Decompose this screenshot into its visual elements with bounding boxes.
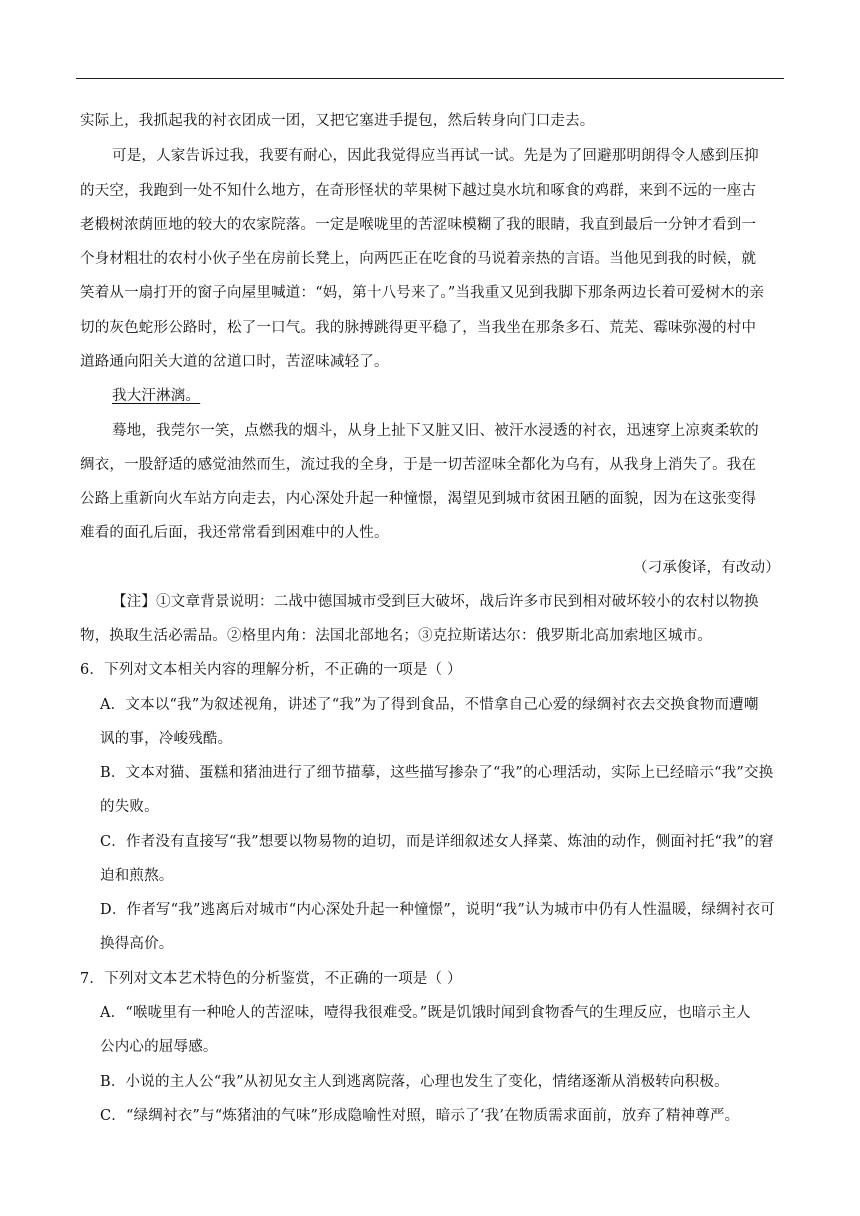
passage-line: 道路通向阳关大道的岔道口时，苦涩味减轻了。	[80, 354, 389, 370]
header-rule	[76, 78, 784, 79]
option-a-cont: 讽的事，冷峻残酷。	[100, 731, 233, 747]
option-b: B．小说的主人公“我”从初见女主人到逃离院落，心理也发生了变化，情绪逐渐从消极转向积极。	[100, 1074, 729, 1090]
option-a: A．文本以“我”为叙述视角，讲述了“我”为了得到食品，不惜拿自己心爱的绿绸衬衣去交换食物而遭嘲	[100, 697, 759, 713]
passage-line: 笑着从一扇打开的窗子向屋里喊道：“妈，第十八号来了。”当我重又见到我脚下那条两边长着可爱树木的亲	[80, 285, 765, 301]
option-b-cont: 的失败。	[100, 799, 159, 815]
passage-line: 可是，人家告诉过我，我要有耐心，因此我觉得应当再试一试。先是为了回避那明朗得令人感到压抑	[112, 148, 759, 164]
option-c-cont: 迫和煎熬。	[100, 868, 174, 884]
passage-line: 公路上重新向火车站方向走去，内心深处升起一种憧憬，渴望见到城市贫困丑陋的面貌，因为在这张变得	[80, 491, 757, 507]
passage-line: 实际上，我抓起我的衬衣团成一团，又把它塞进手提包，然后转身向门口走去。	[80, 113, 595, 129]
question-stem: 6．下列对文本相关内容的理解分析，不正确的一项是（ ）	[80, 662, 462, 678]
passage-line: 老椴树浓荫匝地的较大的农家院落。一定是喉咙里的苦涩味模糊了我的眼睛，我直到最后一分钟才看到一	[80, 217, 757, 233]
passage-line: 蓦地，我莞尔一笑，点燃我的烟斗，从身上扯下又脏又旧、被汗水浸透的衬衣，迅速穿上凉爽柔软的	[112, 423, 759, 439]
passage-line: 切的灰色蛇形公路时，松了一口气。我的脉搏跳得更平稳了，当我坐在那条多石、荒芜、霉味弥漫的村中	[80, 320, 757, 336]
option-b: B．文本对猫、蛋糕和猪油进行了细节描摹，这些描写掺杂了“我”的心理活动，实际上已经暗示“我”交换	[100, 765, 774, 781]
option-d-cont: 换得高价。	[100, 936, 174, 952]
option-c: C．“绿绸衬衣”与“炼猪油的气味”形成隐喻性对照，暗示了‘我’在物质需求面前，放弃了精神尊严。	[100, 1108, 740, 1124]
passage-line: 个身材粗壮的农村小伙子坐在房前长凳上，向两匹正在吃食的马说着亲热的言语。当他见到我的时候，就	[80, 251, 757, 267]
passage-line: 绸衣，一股舒适的感觉油然而生，流过我的全身，于是一切苦涩味全都化为乌有，从我身上消失了。我在	[80, 457, 757, 473]
passage-line: 的天空，我跑到一处不知什么地方，在奇形怪状的苹果树下越过臭水坑和啄食的鸡群，来到不远的一座古	[80, 183, 757, 199]
option-c: C．作者没有直接写“我”想要以物易物的迫切，而是详细叙述女人择菜、炼油的动作，侧面衬托“我”的窘	[100, 834, 774, 850]
passage-line: 难看的面孔后面，我还常常看到困难中的人性。	[80, 525, 389, 541]
note-line: 【注】①文章背景说明：二战中德国城市受到巨大破坏，战后许多市民到相对破坏较小的农村以物换	[112, 594, 759, 610]
option-d: D．作者写“我”逃离后对城市“内心深处升起一种憧憬”，说明“我”认为城市中仍有人性温暖，绿绸衬衣可	[100, 902, 775, 918]
translator-credit: （刁承俊译，有改动）	[633, 560, 780, 576]
question-stem: 7．下列对文本艺术特色的分析鉴赏，不正确的一项是（ ）	[80, 971, 462, 987]
option-a: A．“喉咙里有一种呛人的苦涩味，噎得我很难受。”既是饥饿时闻到食物香气的生理反应，也暗示主人	[100, 1005, 751, 1021]
note-line: 物，换取生活必需品。②格里内角：法国北部地名；③克拉斯诺达尔：俄罗斯北高加索地区城市。	[80, 628, 713, 644]
passage-line-underlined: 我大汗淋漓。	[112, 388, 201, 404]
option-a-cont: 公内心的屈辱感。	[100, 1039, 218, 1055]
